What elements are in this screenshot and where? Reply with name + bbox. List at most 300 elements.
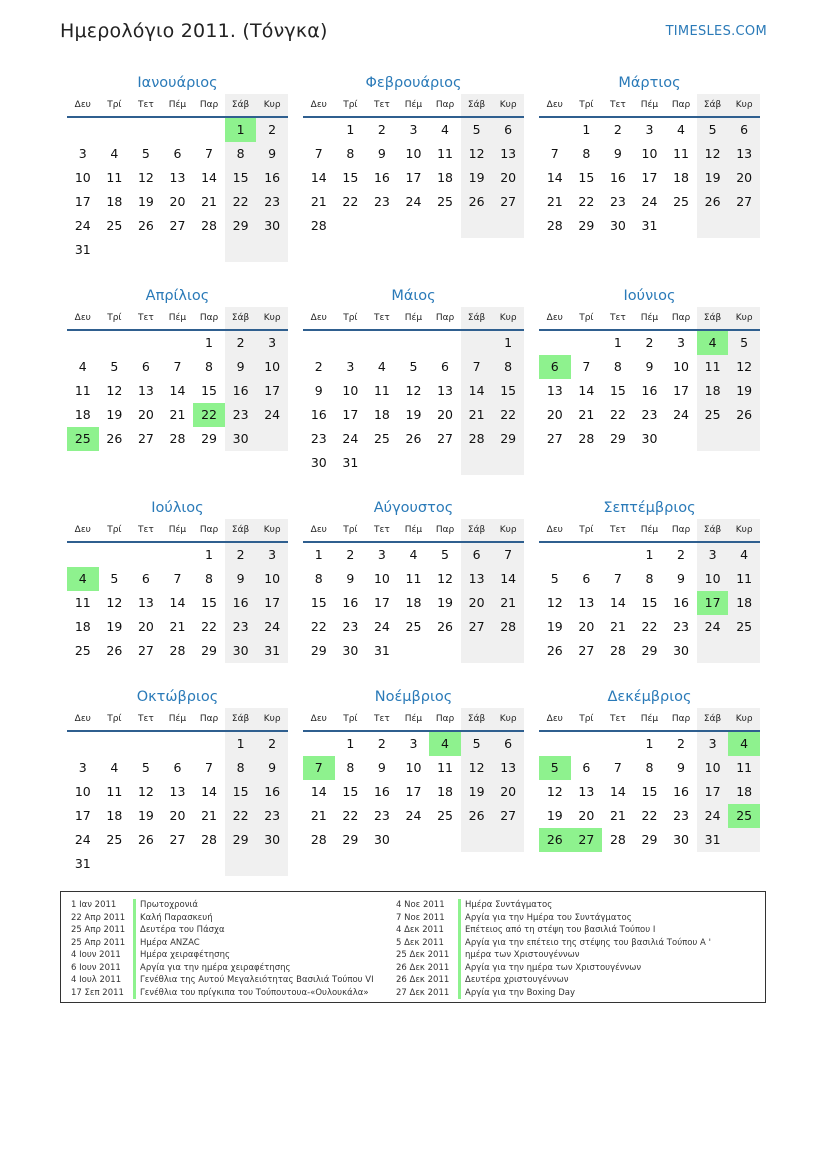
weekday-label: Σάβ [225, 519, 257, 541]
month-block [303, 285, 524, 475]
day-cell: 21 [201, 808, 217, 823]
day-cell: 20 [578, 619, 595, 634]
day-cell: 9 [346, 571, 355, 586]
day-cell: 25 [697, 403, 729, 427]
day-cell: 18 [74, 619, 91, 634]
day-grid [67, 331, 288, 451]
empty-day [461, 828, 493, 852]
day-cell: 18 [106, 808, 123, 823]
empty-day [67, 543, 99, 567]
weekday-label: Σάβ [697, 708, 729, 730]
day-cell: 1 [225, 732, 257, 756]
day-cell: 18 [728, 780, 760, 804]
empty-day [602, 732, 634, 756]
empty-day [571, 331, 603, 355]
day-cell: 23 [373, 808, 390, 823]
day-cell: 1 [205, 547, 213, 562]
day-cell: 11 [373, 383, 390, 398]
day-cell: 9 [645, 359, 654, 374]
empty-day [461, 451, 493, 475]
day-cell: 7 [550, 146, 559, 161]
day-cell: 10 [405, 146, 422, 161]
day-grid [539, 331, 760, 451]
day-cell: 27 [492, 804, 524, 828]
weekday-label: Δευ [310, 525, 327, 535]
day-cell: 18 [373, 407, 390, 422]
day-cell: 1 [582, 122, 591, 137]
day-cell: 7 [205, 760, 213, 775]
weekday-label: Δευ [546, 100, 563, 110]
day-cell: 3 [256, 331, 288, 355]
holiday-name: Επέτειος από τη στέψη του βασιλιά Τούπου I [465, 925, 656, 935]
day-cell: 12 [137, 784, 154, 799]
day-cell: 14 [169, 383, 186, 398]
holiday-name: Αργία για την ημέρα χειραφέτησης [140, 962, 291, 973]
day-cell: 16 [342, 595, 359, 610]
weekday-header [303, 519, 524, 543]
day-cell: 5 [141, 760, 150, 775]
day-cell: 22 [225, 804, 257, 828]
empty-day [665, 214, 697, 238]
day-cell: 31 [74, 242, 91, 257]
empty-day [728, 639, 760, 663]
day-cell: 6 [141, 571, 150, 586]
day-cell: 13 [492, 142, 524, 166]
day-cell: 30 [373, 832, 390, 847]
holiday-marker [458, 937, 461, 950]
day-cell: 21 [310, 194, 327, 209]
weekday-label: Δευ [546, 714, 563, 724]
day-cell: 24 [256, 403, 288, 427]
day-cell: 12 [728, 355, 760, 379]
day-cell: 25 [437, 194, 453, 209]
month-title: Οκτώβριος [136, 689, 219, 705]
day-cell: 25 [673, 194, 689, 209]
day-cell: 9 [225, 355, 257, 379]
month-title: Μάιος [391, 288, 436, 304]
weekday-label: Πέμ [640, 100, 659, 110]
empty-day [130, 331, 162, 355]
empty-day [461, 639, 493, 663]
day-cell: 22 [641, 619, 658, 634]
day-cell: 21 [578, 407, 595, 422]
holiday-marker [133, 899, 136, 912]
empty-day [99, 543, 131, 567]
day-cell: 1 [613, 335, 622, 350]
day-cell: 8 [346, 146, 355, 161]
day-cell: 27 [137, 643, 154, 658]
day-cell: 15 [609, 383, 626, 398]
day-cell: 17 [342, 407, 359, 422]
month-title: Σεπτέμβριος [603, 500, 696, 516]
month-block [303, 72, 524, 238]
holiday-entry [396, 899, 711, 912]
empty-day [193, 732, 225, 756]
empty-day [398, 214, 430, 238]
day-cell: 1 [346, 122, 355, 137]
month-block [539, 285, 760, 451]
day-cell: 23 [673, 619, 689, 634]
day-grid [67, 732, 288, 876]
empty-day [398, 451, 430, 475]
holiday-entry [396, 949, 711, 962]
weekday-label: Κυρ [728, 307, 760, 329]
day-cell: 8 [225, 756, 257, 780]
day-cell: 11 [106, 784, 123, 799]
day-cell: 19 [437, 595, 453, 610]
weekday-label: Τετ [374, 714, 390, 724]
day-cell: 21 [201, 194, 217, 209]
empty-day [398, 828, 430, 852]
empty-day [539, 118, 571, 142]
day-cell: 10 [342, 383, 359, 398]
empty-day [697, 639, 729, 663]
day-cell: 5 [441, 547, 449, 562]
day-cell: 10 [405, 760, 422, 775]
day-cell: 19 [137, 808, 154, 823]
month-block [539, 497, 760, 663]
holiday-date: 25 Απρ 2011 [71, 925, 126, 935]
empty-day [193, 118, 225, 142]
holiday-entry [71, 974, 374, 987]
day-cell: 29 [201, 431, 217, 446]
empty-day [492, 214, 524, 238]
weekday-label: Πέμ [404, 525, 423, 535]
day-cell: 20 [492, 780, 524, 804]
day-cell: 27 [169, 832, 186, 847]
empty-day [303, 732, 335, 756]
day-cell: 27 [169, 218, 186, 233]
empty-day [571, 732, 603, 756]
empty-day [225, 852, 257, 876]
holiday-entry [396, 924, 711, 937]
day-cell: 8 [205, 571, 213, 586]
day-cell: 8 [346, 760, 355, 775]
weekday-label: Πέμ [168, 525, 187, 535]
empty-day [366, 214, 398, 238]
day-cell: 26 [137, 218, 154, 233]
day-grid [303, 118, 524, 238]
weekday-label: Τετ [138, 313, 154, 323]
weekday-label: Σάβ [225, 307, 257, 329]
day-cell: 8 [645, 571, 654, 586]
day-cell: 2 [377, 122, 386, 137]
day-cell: 7 [492, 543, 524, 567]
holiday-marker [458, 962, 461, 975]
day-cell: 10 [256, 567, 288, 591]
day-cell: 18 [697, 379, 729, 403]
holiday-entry [71, 949, 374, 962]
month-block [67, 72, 288, 262]
holiday-name: Γενέθλια της Αυτού Μεγαλειότητας Βασιλιά Τούπου VI [140, 975, 374, 985]
day-cell: 18 [405, 595, 422, 610]
holiday-column-left [71, 899, 374, 999]
weekday-label: Δευ [74, 100, 91, 110]
weekday-header [67, 94, 288, 118]
holiday-date: 4 Ιουν 2011 [71, 950, 121, 960]
day-cell: 21 [609, 808, 626, 823]
day-cell: 13 [169, 170, 186, 185]
holiday-date: 5 Δεκ 2011 [396, 937, 444, 948]
day-cell: 28 [201, 218, 217, 233]
day-cell: 15 [225, 166, 257, 190]
month-title: Ιούλιος [151, 500, 204, 516]
holiday-marker [458, 899, 461, 912]
day-cell: 19 [461, 166, 493, 190]
day-cell: 3 [677, 335, 685, 350]
holiday-day: 22 [193, 403, 225, 427]
weekday-label: Παρ [199, 525, 219, 535]
day-cell: 31 [74, 856, 91, 871]
day-cell: 1 [492, 331, 524, 355]
day-cell: 9 [377, 760, 386, 775]
day-cell: 26 [437, 619, 453, 634]
weekday-label: Τρί [579, 100, 594, 110]
holiday-marker [458, 987, 461, 1000]
day-cell: 17 [74, 808, 91, 823]
day-cell: 25 [437, 808, 453, 823]
holiday-day: 25 [67, 427, 99, 451]
day-cell: 14 [546, 170, 563, 185]
empty-day [303, 331, 335, 355]
holiday-entry [71, 987, 374, 1000]
empty-day [130, 543, 162, 567]
day-cell: 4 [110, 146, 119, 161]
day-cell: 10 [641, 146, 658, 161]
empty-day [461, 331, 493, 355]
day-cell: 11 [697, 355, 729, 379]
day-cell: 21 [169, 619, 186, 634]
day-cell: 20 [461, 591, 493, 615]
day-cell: 8 [645, 760, 654, 775]
day-cell: 15 [342, 784, 359, 799]
day-cell: 26 [728, 403, 760, 427]
day-cell: 29 [492, 427, 524, 451]
holiday-entry [396, 987, 711, 1000]
holiday-date: 4 Δεκ 2011 [396, 925, 444, 935]
holiday-entry [71, 899, 374, 912]
weekday-label: Κυρ [492, 519, 524, 541]
empty-day [429, 639, 461, 663]
day-cell: 28 [578, 431, 595, 446]
day-cell: 14 [310, 170, 327, 185]
day-cell: 2 [256, 118, 288, 142]
day-cell: 19 [137, 194, 154, 209]
empty-day [429, 331, 461, 355]
day-cell: 23 [342, 619, 359, 634]
day-cell: 5 [110, 359, 119, 374]
holiday-day: 4 [697, 331, 729, 355]
empty-day [697, 214, 729, 238]
day-cell: 8 [492, 355, 524, 379]
day-cell: 22 [225, 190, 257, 214]
day-cell: 14 [169, 595, 186, 610]
day-cell: 20 [137, 619, 154, 634]
day-cell: 16 [256, 780, 288, 804]
day-cell: 12 [461, 142, 493, 166]
holiday-entry [396, 912, 711, 925]
day-cell: 28 [546, 218, 563, 233]
weekday-label: Σάβ [697, 94, 729, 116]
day-cell: 8 [582, 146, 591, 161]
month-block [303, 497, 524, 663]
month-title: Μάρτιος [618, 75, 681, 91]
day-cell: 9 [256, 756, 288, 780]
day-cell: 22 [310, 619, 327, 634]
day-cell: 9 [613, 146, 622, 161]
empty-day [728, 214, 760, 238]
day-cell: 22 [492, 403, 524, 427]
day-cell: 2 [377, 736, 386, 751]
day-cell: 3 [377, 547, 386, 562]
holiday-name: Δευτέρα του Πάσχα [140, 925, 225, 935]
weekday-header [303, 307, 524, 331]
day-cell: 3 [409, 736, 418, 751]
day-cell: 14 [609, 595, 626, 610]
weekday-label: Δευ [310, 714, 327, 724]
holiday-day: 4 [67, 567, 99, 591]
weekday-label: Κυρ [256, 708, 288, 730]
month-title: Αύγουστος [373, 500, 454, 516]
day-cell: 28 [310, 832, 327, 847]
day-cell: 10 [74, 170, 91, 185]
empty-day [162, 331, 194, 355]
day-cell: 27 [437, 431, 453, 446]
empty-day [130, 238, 162, 262]
day-cell: 3 [346, 359, 355, 374]
weekday-label: Τετ [374, 100, 390, 110]
day-cell: 8 [225, 142, 257, 166]
empty-day [539, 543, 571, 567]
day-cell: 19 [405, 407, 422, 422]
holiday-day: 6 [539, 355, 571, 379]
weekday-label: Δευ [74, 525, 91, 535]
month-block [67, 686, 288, 876]
weekday-label: Παρ [199, 313, 219, 323]
holiday-marker [133, 924, 136, 937]
holiday-name: Αργία για την Boxing Day [465, 987, 576, 998]
day-cell: 15 [310, 595, 327, 610]
day-cell: 19 [697, 166, 729, 190]
day-cell: 10 [697, 567, 729, 591]
day-cell: 7 [582, 359, 591, 374]
day-cell: 27 [492, 190, 524, 214]
day-cell: 30 [225, 427, 257, 451]
holiday-day: 17 [697, 591, 729, 615]
weekday-label: Κυρ [728, 519, 760, 541]
day-cell: 11 [437, 760, 453, 775]
day-cell: 17 [673, 383, 689, 398]
weekday-header [303, 708, 524, 732]
holiday-date: 4 Ιουλ 2011 [71, 975, 122, 985]
day-cell: 3 [256, 543, 288, 567]
holiday-entry [71, 937, 374, 950]
holiday-list [60, 891, 766, 1003]
weekday-label: Πέμ [168, 714, 187, 724]
day-cell: 5 [461, 118, 493, 142]
day-cell: 19 [106, 619, 123, 634]
holiday-name: Γενέθλια του πρίγκιπα του Τούπουτουα-«Ουλουκάλα» [140, 987, 369, 998]
day-cell: 2 [225, 543, 257, 567]
day-cell: 11 [673, 146, 689, 161]
day-cell: 22 [641, 808, 658, 823]
day-cell: 3 [645, 122, 654, 137]
day-cell: 16 [225, 379, 257, 403]
empty-day [429, 828, 461, 852]
empty-day [130, 732, 162, 756]
site-link[interactable]: TIMESLES.COM [665, 24, 767, 39]
empty-day [492, 451, 524, 475]
day-cell: 21 [609, 619, 626, 634]
day-cell: 28 [201, 832, 217, 847]
day-cell: 29 [609, 431, 626, 446]
empty-day [225, 238, 257, 262]
weekday-label: Τετ [610, 525, 626, 535]
empty-day [335, 331, 367, 355]
day-cell: 14 [310, 784, 327, 799]
empty-day [67, 118, 99, 142]
weekday-label: Τετ [610, 100, 626, 110]
day-cell: 9 [677, 571, 685, 586]
day-cell: 12 [697, 142, 729, 166]
day-cell: 16 [641, 383, 658, 398]
day-cell: 9 [377, 146, 386, 161]
holiday-entry [396, 937, 711, 950]
day-cell: 4 [441, 122, 449, 137]
day-cell: 15 [492, 379, 524, 403]
day-grid [539, 118, 760, 238]
holiday-date: 26 Δεκ 2011 [396, 975, 450, 985]
day-cell: 27 [578, 643, 595, 658]
day-cell: 13 [461, 567, 493, 591]
holiday-day: 4 [728, 732, 760, 756]
day-cell: 28 [461, 427, 493, 451]
month-title: Ιανουάριος [137, 75, 218, 91]
day-cell: 25 [106, 218, 123, 233]
day-cell: 1 [645, 547, 654, 562]
day-cell: 7 [613, 571, 622, 586]
day-cell: 24 [256, 615, 288, 639]
day-cell: 28 [169, 643, 186, 658]
month-title: Νοέμβριος [374, 689, 453, 705]
empty-day [162, 238, 194, 262]
day-cell: 4 [677, 122, 685, 137]
day-cell: 14 [578, 383, 595, 398]
day-cell: 26 [106, 643, 123, 658]
day-cell: 5 [409, 359, 418, 374]
empty-day [366, 331, 398, 355]
day-cell: 4 [110, 760, 119, 775]
weekday-label: Πέμ [404, 714, 423, 724]
weekday-label: Παρ [671, 100, 691, 110]
holiday-date: 6 Ιουν 2011 [71, 962, 121, 973]
day-cell: 27 [461, 615, 493, 639]
weekday-label: Σάβ [225, 94, 257, 116]
weekday-label: Τετ [374, 313, 390, 323]
day-cell: 8 [205, 359, 213, 374]
day-cell: 7 [613, 760, 622, 775]
day-cell: 11 [728, 756, 760, 780]
day-cell: 22 [578, 194, 595, 209]
day-grid [303, 543, 524, 663]
day-cell: 1 [314, 547, 323, 562]
holiday-date: 22 Απρ 2011 [71, 912, 126, 923]
day-cell: 6 [441, 359, 449, 374]
day-cell: 26 [461, 804, 493, 828]
holiday-marker [133, 987, 136, 1000]
weekday-label: Δευ [74, 313, 91, 323]
day-cell: 4 [728, 543, 760, 567]
